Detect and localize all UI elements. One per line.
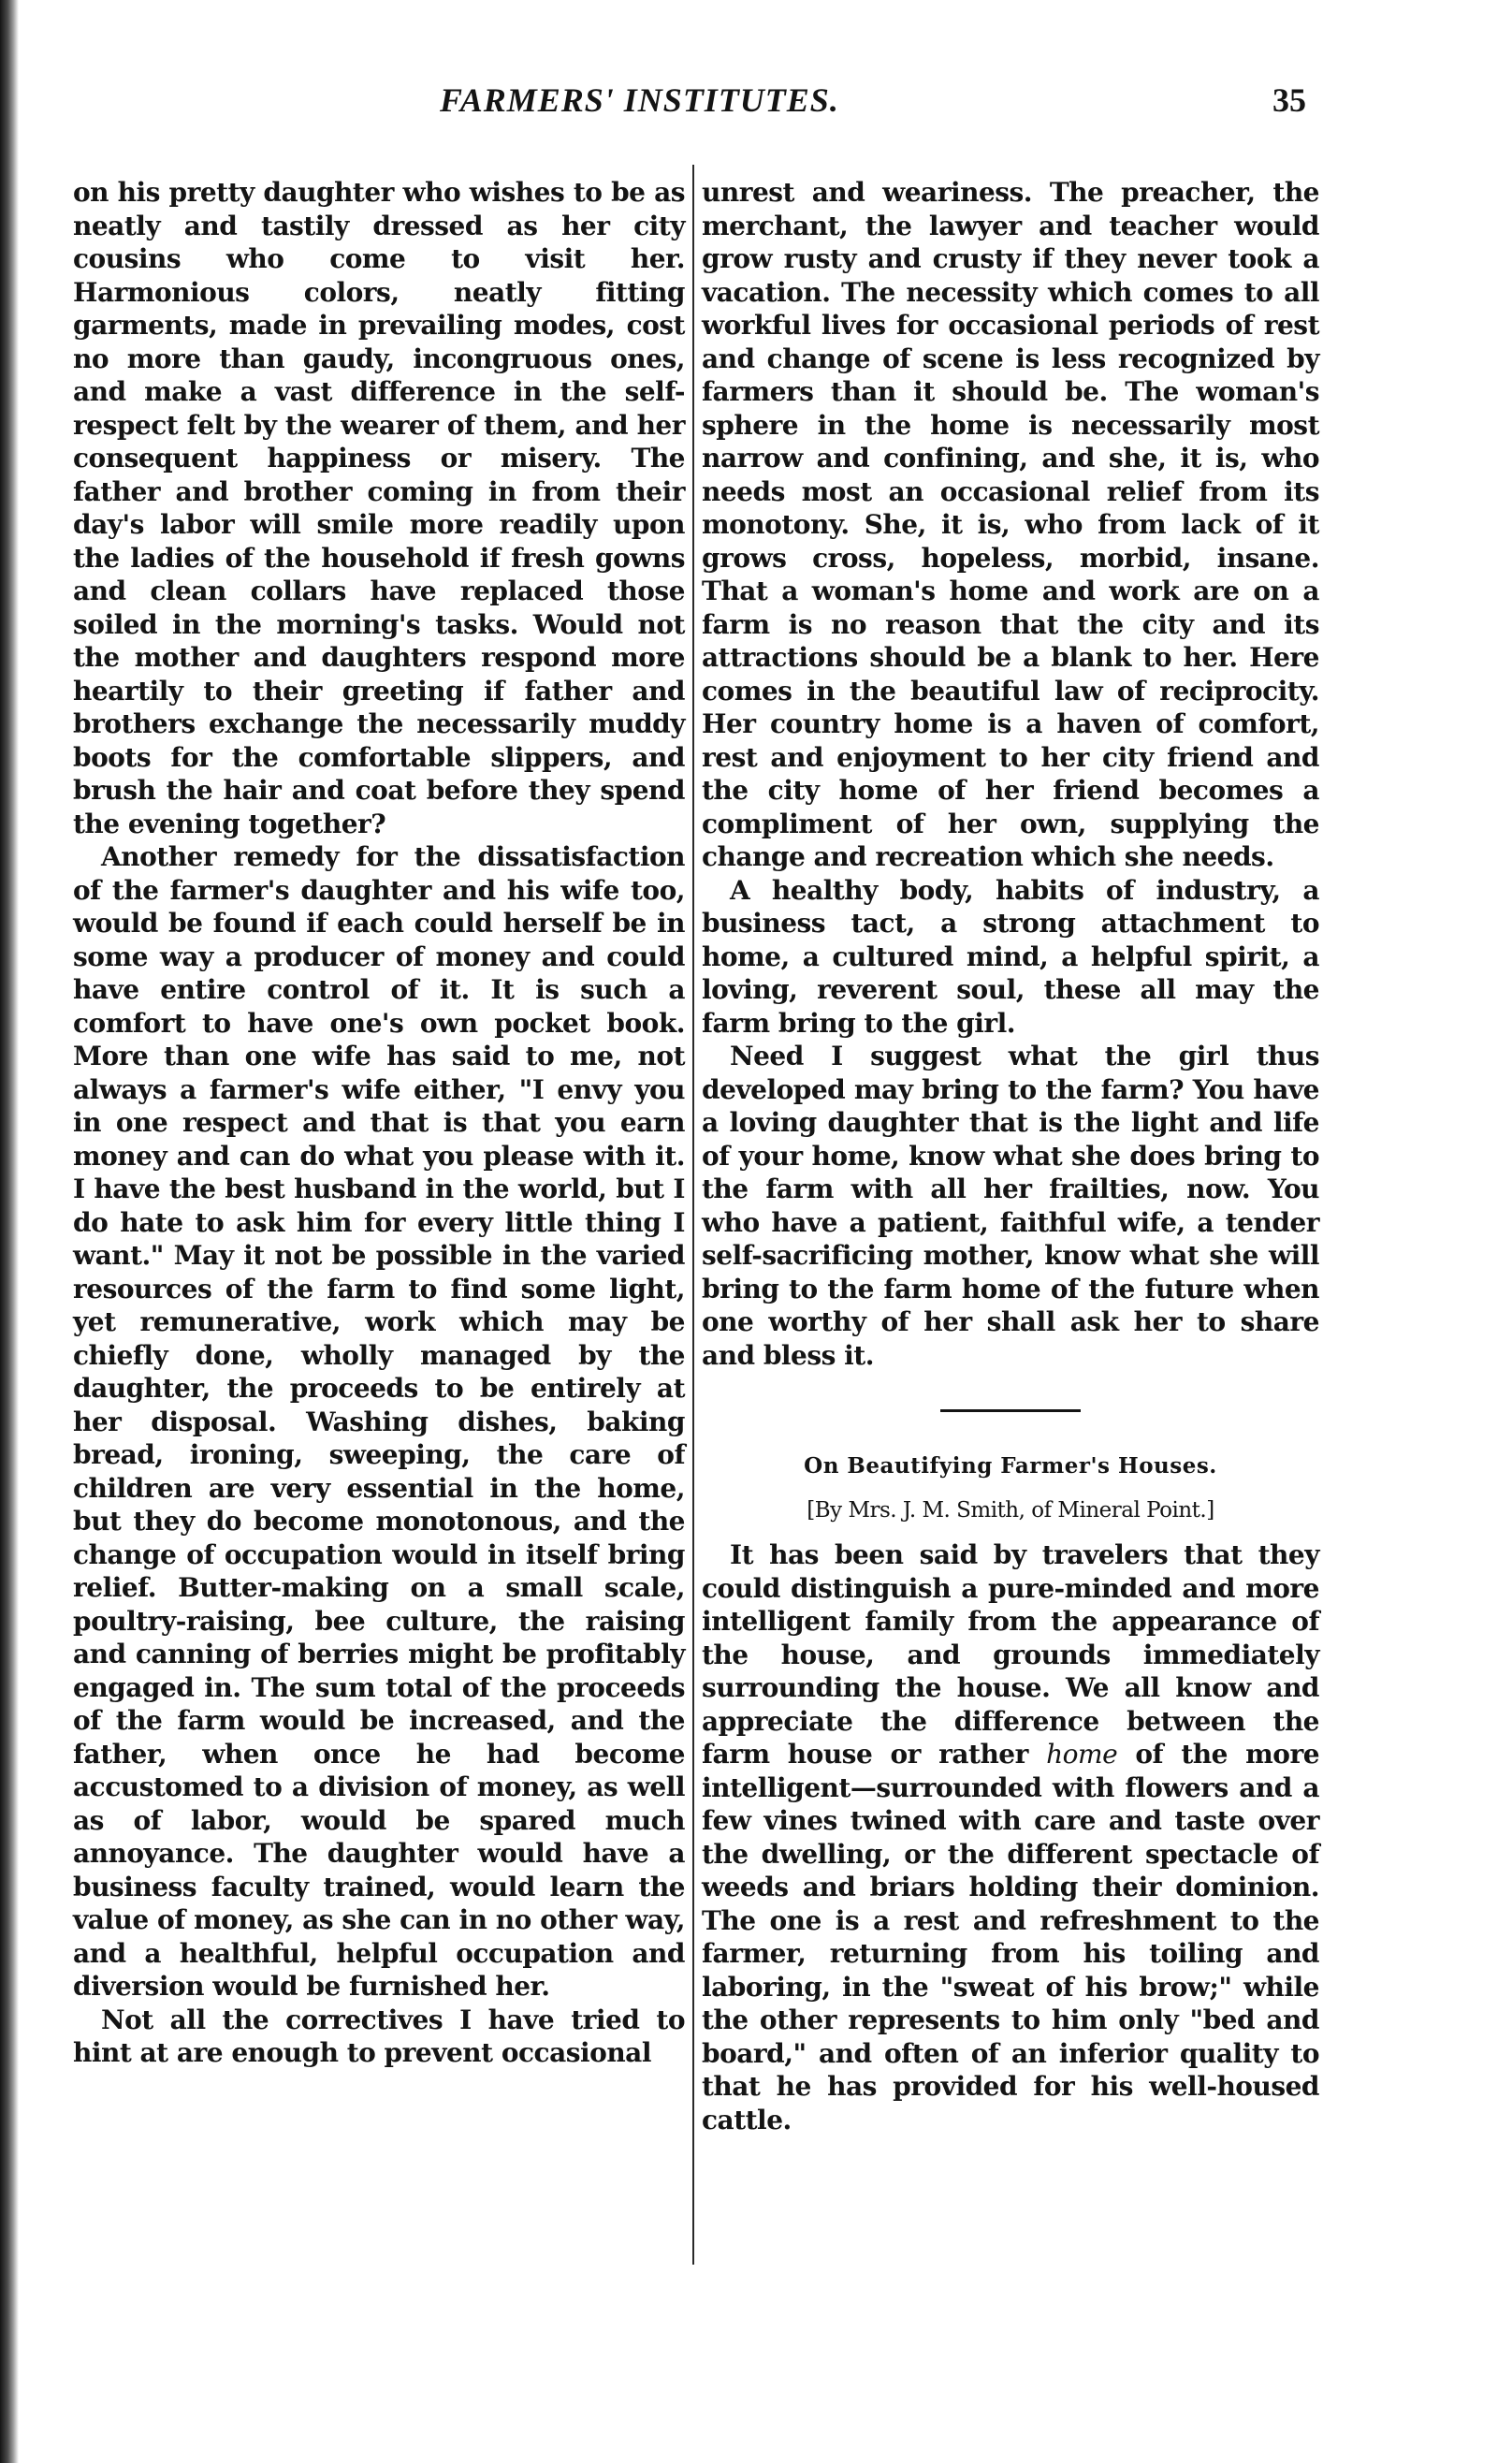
paragraph-4-text-b: of the more intelligent—surrounded with flowers and a few vines twined with care and taste over the dwelling, or the different spectacle of weeds and briars holding their dominion. The one is a rest and refreshment to the farmer, returning from his toiling and laboring, in the "sweat of his brow;" while the other represents to him only "bed and board," and often of an inferior quality to that he has provided for his well-housed cattle. — [702, 1739, 1320, 2135]
paragraph-4-text-a: It has been said by travelers that they could distinguish a pure-minded and more intelligent family from the appearance of the house, and grounds immediately surrounding the house. We all know and appreciate the difference between the farm house or rather — [702, 1539, 1319, 1770]
left-column — [73, 176, 685, 2070]
left-paragraph-1: on his pretty daughter who wishes to be as neatly and tastily dressed as her city cousins who come to visit her. Harmonious colors, neatly fitting garments, made in prevailing modes, cost no more than gaudy, incongruous ones, and make a vast difference in the self-respect felt by the wearer of them, and her consequent happiness or misery. The father and brother coming in from their day's labor will smile more readily upon the ladies of the household if fresh gowns and clean collars have replaced those soiled in the morning's tasks. Would not the mother and daughters respond more heartily to their greeting if father and brothers exchange the necessarily muddy boots for the comfortable slippers, and brush the hair and coat before they spend the evening together? — [73, 177, 685, 839]
article-byline: [By Mrs. J. M. Smith, of Mineral Point.] — [807, 1497, 1214, 1523]
right-paragraph-2: A healthy body, habits of industry, a business tact, a strong attachment to home, a cultured mind, a helpful spirit, a loving, reverent soul, these all may the farm bring to the girl. — [702, 874, 1319, 1039]
paragraph-4-italic-word: home — [1046, 1739, 1118, 1770]
article-title: On Beautifying Farmer's Houses. — [804, 1453, 1217, 1479]
right-column — [702, 176, 1319, 2136]
right-paragraph-3: Need I suggest what the girl thus developed may bring to the farm? You have a loving daughter that is the light and life of your home, know what she does bring to the farm with all her frailties, now. You who have a patient, faithful wife, a tender self-sacrificing mother, know what she will bring to the farm home of the future when one worthy of her shall ask her to share and bless it. — [702, 1041, 1319, 1371]
page-number: 35 — [1272, 81, 1306, 119]
right-paragraph-1: unrest and weariness. The preacher, the merchant, the lawyer and teacher would grow rusty and crusty if they never took a vacation. The necessity which comes to all workful lives for occasional periods of rest and change of scene is less recognized by farmers than it should be. The woman's sphere in the home is necessarily most narrow and confining, and she, it is, who needs most an occasional relief from its monotony. She, it is, who from lack of it grows cross, hopeless, morbid, insane. That a woman's home and work are on a farm is no reason that the city and its attractions should be a blank to her. Here comes in the beautiful law of reciprocity. Her country home is a haven of comfort, rest and enjoyment to her city friend and the city home of her friend becomes a compliment of her own, supplying the change and recreation which she needs. — [702, 177, 1319, 872]
left-paragraph-2: Another remedy for the dissatisfaction of the farmer's daughter and his wife too, would be found if each could herself be in some way a producer of money and could have entire control of it. It is such a comfort to have one's own pocket book. More than one wife has said to me, not always a farmer's wife either, "I envy you in one respect and that is that you earn money and can do what you please with it. I have the best husband in the world, but I do hate to ask him for every little thing I want." May it not be possible in the varied resources of the farm to find some light, yet remunerative, work which may be chiefly done, wholly managed by the daughter, the proceeds to be entirely at her disposal. Washing dishes, baking bread, ironing, sweeping, the care of children are very essential in the home, but they do become monotonous, and the change of occupation would in itself bring relief. Butter-making on a small scale, poultry-raising, bee culture, the raising and canning of berries might be profitably engaged in. The sum total of the proceeds of the farm would be increased, and the father, when once he had become accustomed to a division of money, as well as of labor, would be spared much annoyance. The daughter would have a business faculty trained, would learn the value of money, as she can in no other way, and a healthful, helpful occupation and diversion would be furnished her. — [73, 841, 685, 2002]
running-title: FARMERS' INSTITUTES. — [440, 81, 839, 119]
left-paragraph-3: Not all the correctives I have tried to hint at are enough to prevent occasional — [73, 2004, 685, 2068]
section-divider-rule — [940, 1409, 1081, 1412]
column-divider-rule — [692, 165, 694, 2265]
right-paragraph-4 — [702, 1538, 1319, 2136]
